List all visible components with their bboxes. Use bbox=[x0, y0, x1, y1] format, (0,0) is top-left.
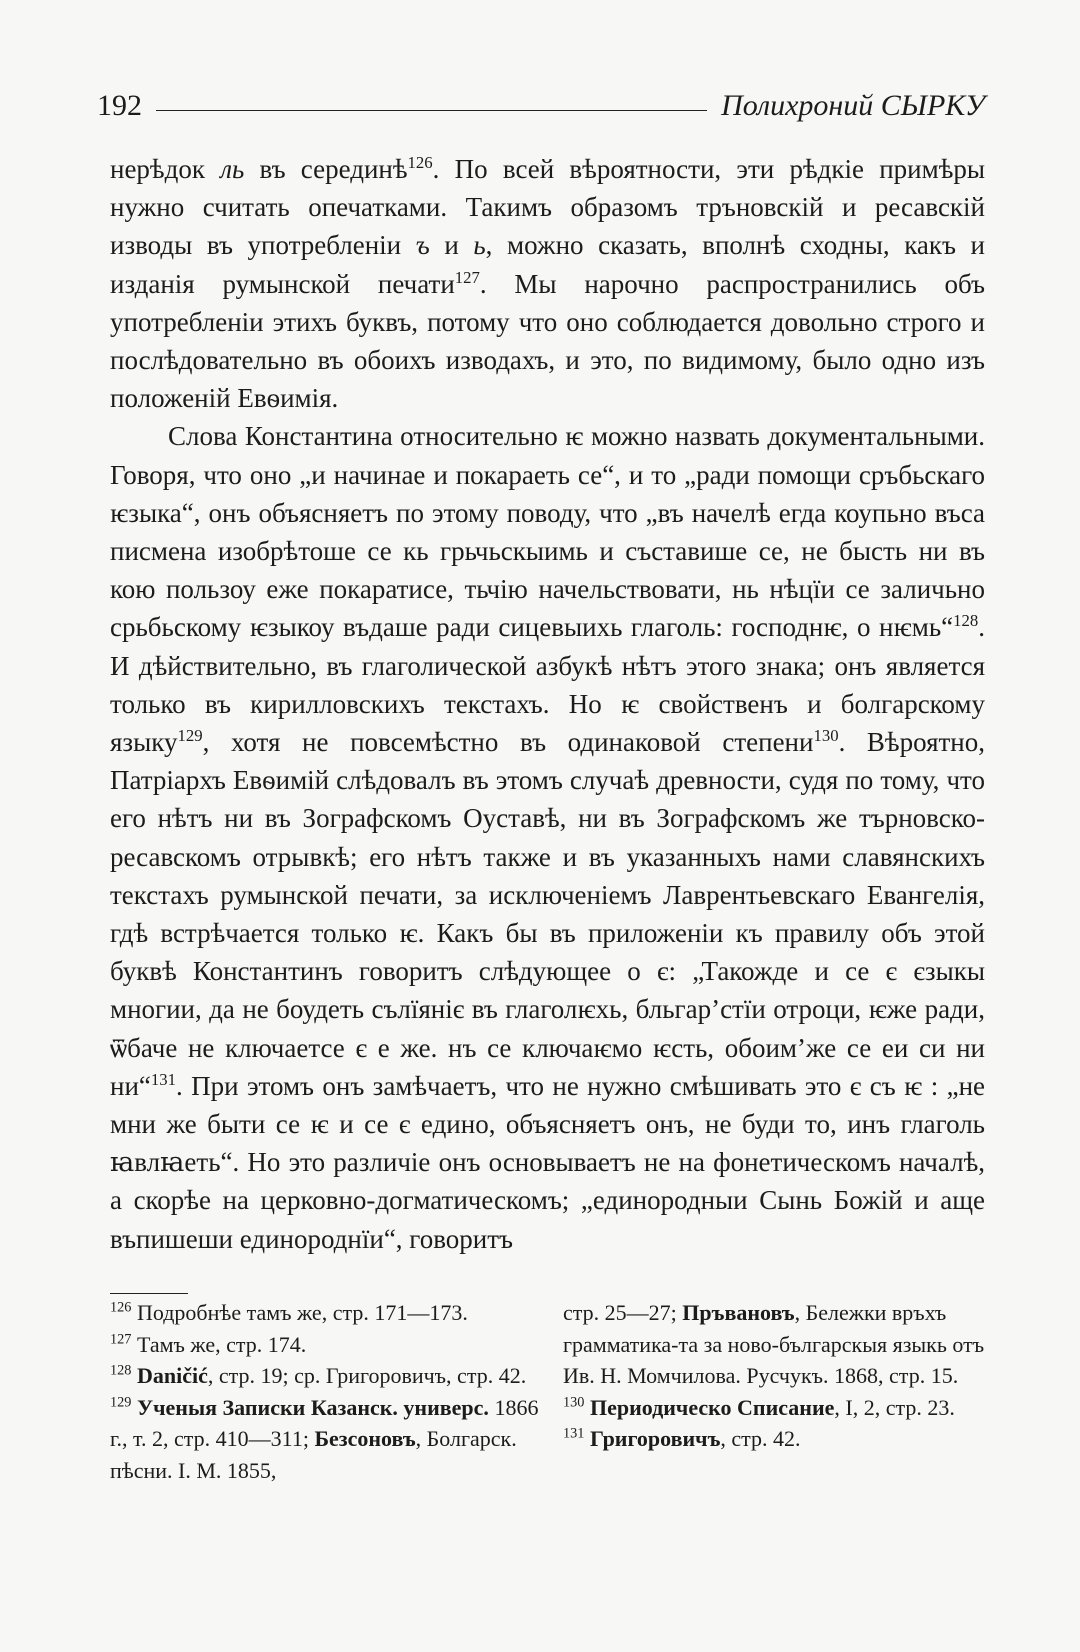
text-run: въ серединѣ bbox=[244, 154, 408, 184]
text-run: стр. 25—27; bbox=[563, 1300, 683, 1325]
footnotes bbox=[110, 1297, 985, 1486]
bold-text: Ученыя Записки Казанск. универс. bbox=[136, 1394, 489, 1420]
page-header bbox=[97, 86, 985, 126]
footnote-item bbox=[110, 1297, 542, 1329]
footnote-item bbox=[563, 1423, 985, 1455]
running-head: Полихроний СЫРКУ bbox=[721, 89, 985, 122]
text-run: , Болгарск. пѣсни. I. М. 1855, bbox=[110, 1426, 517, 1483]
page-number: 192 bbox=[97, 89, 142, 122]
footnote-ref: 130 bbox=[813, 726, 839, 746]
footnote-item bbox=[110, 1329, 542, 1361]
footnote-item bbox=[563, 1392, 985, 1424]
footnote-number: 127 bbox=[110, 1331, 132, 1348]
body-text bbox=[110, 150, 985, 1258]
footnote-number: 126 bbox=[110, 1299, 132, 1316]
italic-text: ль bbox=[220, 154, 245, 184]
paragraph-1 bbox=[110, 150, 985, 417]
footnote-ref: 127 bbox=[454, 267, 480, 287]
text-run: . Вѣроятно, Патріархъ Евѳимій слѣдовалъ въ этомъ случаѣ древности, судя по тому, что его нѣтъ ни въ Зографскомъ Оуставѣ, ни въ Зографскомъ же търновско-ресавскомъ отрывкѣ; его нѣтъ также и въ указанныхъ нами славянскихъ текстахъ румынской печати, за исключеніемъ Лаврентьевскаго Евангелія, гдѣ встрѣчается только ѥ. Какъ бы въ приложеніи къ правилу объ этой буквѣ Константинъ говоритъ слѣдующее о є: „Такожде и се є єзыкы многии, да не боудеть сълїяніє въ глаголѥхь, бльгар’стїи отроци, ѥже ради, ѿбаче не ключаетсе є е же. нъ се ключаѥмо ѥсть, обоим’же се еи си ни ни“ bbox=[110, 727, 985, 1101]
footnote-ref: 129 bbox=[177, 726, 203, 746]
text-run: . При этомъ онъ замѣчаетъ, что не нужно смѣшивать это є съ ѥ : „не мни же быти се ѥ и се є едино, объясняетъ онъ, не буди то, инъ глаголь ꙗвлꙗеть“. Но это различіе онъ основываетъ не на фонетическомъ началѣ, а скорѣе на церковно-догматическомъ; „единородныи Сынь Божій и аще въпишеши единороднїи“, говоритъ bbox=[110, 1070, 985, 1254]
footnote-item bbox=[110, 1360, 542, 1392]
italic-text: ъ bbox=[415, 230, 430, 261]
bold-text: Daničić bbox=[136, 1363, 208, 1388]
text-run: Тамъ же, стр. 174. bbox=[136, 1331, 307, 1357]
footnote-ref: 128 bbox=[953, 611, 979, 631]
header-rule bbox=[156, 110, 707, 111]
text-run: , хотя не повсемѣстно въ одинаковой степени bbox=[202, 727, 814, 758]
text-run: . По всей вѣроятности, эти рѣдкіе примѣры нужно считать опечатками. Такимъ образомъ тръновскій и ресавскій изводы въ употребленіи bbox=[110, 154, 985, 261]
footnote-item bbox=[110, 1392, 542, 1487]
text-run: Слова Константина относительно ѥ можно назвать документальными. Говоря, что оно „и начинае и покараеть се“, и то „ради помощи сръбьскаго ѥзыка“, онъ объясняетъ по этому поводу, что „въ начелѣ егда коупьно въса писмена изобрѣтоше се кь грьчьскыимь и съставише се, не бысть ни въ кою пользоу еже покаратисе, тьчію начельствовати, нь нѣцїи се заличьно срьбьскому ѥзыкоу въдаше ради сицевыихь глаголь: господнѥ, о нѥмь“ bbox=[110, 421, 985, 643]
footnote-number: 131 bbox=[563, 1425, 585, 1442]
text-run: , можно сказать, вполнѣ сходны, какъ и изданія румынской печати bbox=[110, 230, 986, 299]
text-run: , стр. 19; ср. Григоровичъ, стр. 42. bbox=[207, 1363, 527, 1388]
text-run: . И дѣйствительно, въ глаголической азбукѣ нѣтъ этого знака; онъ является только въ кирилловскихъ текстахъ. Но ѥ свойственъ и болгарскому языку bbox=[110, 612, 985, 758]
paragraph-2 bbox=[110, 417, 985, 1257]
footnote-number: 130 bbox=[563, 1394, 585, 1411]
bold-text: Безсоновъ bbox=[314, 1426, 416, 1451]
footnote-rule bbox=[110, 1293, 188, 1294]
italic-text: ь bbox=[473, 230, 486, 261]
footnote-ref: 126 bbox=[407, 153, 433, 172]
footnote-ref: 131 bbox=[150, 1069, 176, 1089]
text-run: , стр. 42. bbox=[720, 1426, 801, 1451]
text-run: и bbox=[429, 230, 474, 261]
footnote-item bbox=[563, 1297, 985, 1392]
footnotes-left-column bbox=[110, 1297, 542, 1486]
bold-text: Пръвановъ bbox=[682, 1300, 795, 1325]
text-run: Подробнѣе тамъ же, стр. 171—173. bbox=[136, 1300, 468, 1325]
text-run: . Мы нарочно распространились объ употребленіи этихъ буквъ, потому что оно соблюдается довольно строго и послѣдовательно въ обоихъ изводахъ, и это, по видимому, было одно изъ положеній Евѳимія. bbox=[110, 268, 985, 414]
footnote-number: 129 bbox=[110, 1394, 132, 1411]
footnote-number: 128 bbox=[110, 1362, 132, 1379]
bold-text: Периодическо Списание bbox=[589, 1394, 835, 1420]
text-run: , I, 2, стр. 23. bbox=[834, 1394, 955, 1420]
text-run: 1866 г., т. 2, стр. 410—311; bbox=[110, 1394, 539, 1451]
text-run: , Бележки връхъ грамматика-та за ново-българскыя языкь отъ Ив. Н. Момчилова. Русчукъ. 1868, стр. 15. bbox=[563, 1300, 985, 1388]
bold-text: Григоровичъ bbox=[589, 1426, 721, 1451]
text-run: нерѣдок bbox=[110, 154, 221, 184]
footnotes-right-column bbox=[563, 1297, 985, 1486]
